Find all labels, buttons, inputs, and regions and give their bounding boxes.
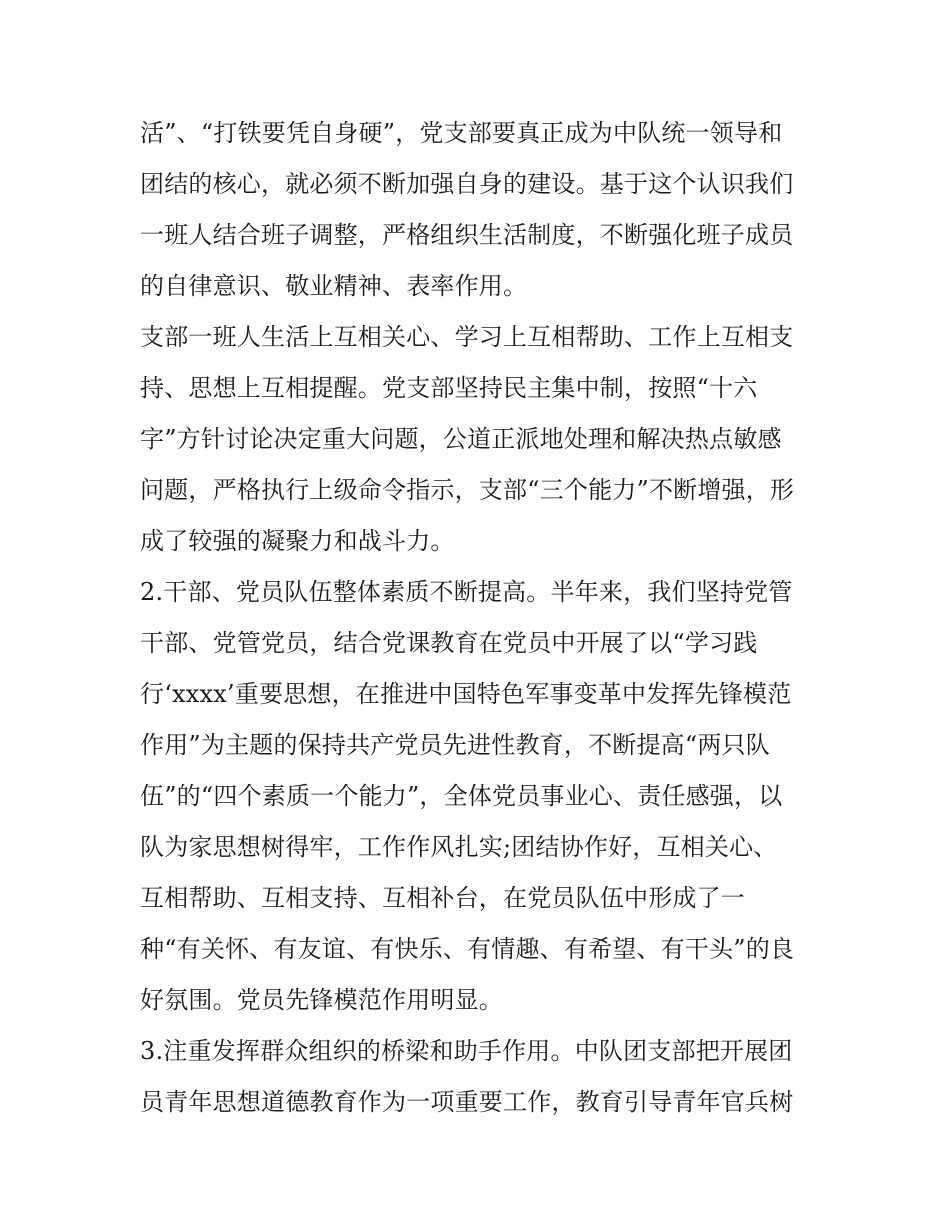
text-line: 作用”为主题的保持共产党员先进性教育，不断提高“两只队 — [140, 731, 770, 759]
text-line: 2.干部、党员队伍整体素质不断提高。半年来，我们坚持党管 — [140, 578, 793, 606]
text-line: 员青年思想道德教育作为一项重要工作，教育引导青年官兵树 — [140, 1088, 794, 1116]
text-line: 好氛围。党员先锋模范作用明显。 — [140, 986, 503, 1014]
text-line: 种“有关怀、有友谊、有快乐、有情趣、有希望、有干头”的良 — [140, 935, 795, 963]
text-line: 支部一班人生活上互相关心、学习上互相帮助、工作上互相支 — [140, 323, 794, 351]
text-line: 团结的核心，就必须不断加强自身的建设。基于这个认识我们 — [140, 170, 794, 198]
text-line: 持、思想上互相提醒。党支部坚持民主集中制，按照“十六 — [140, 374, 758, 402]
text-line: 成了较强的凝聚力和战斗力。 — [140, 527, 455, 555]
text-line: 互相帮助、互相支持、互相补台，在党员队伍中形成了一 — [140, 884, 745, 912]
text-line: 行‘xxxx’重要思想，在推进中国特色军事变革中发挥先锋模范 — [140, 680, 792, 708]
text-line: 字”方针讨论决定重大问题，公道正派地处理和解决热点敏感 — [140, 425, 782, 453]
text-line: 干部、党管党员，结合党课教育在党员中开展了以“学习践 — [140, 629, 758, 657]
body-text — [140, 108, 820, 1128]
text-line: 3.注重发挥群众组织的桥梁和助手作用。中队团支部把开展团 — [140, 1037, 793, 1065]
text-line: 一班人结合班子调整，严格组织生活制度，不断强化班子成员 — [140, 221, 794, 249]
text-line: 活”、“打铁要凭自身硬”，党支部要真正成为中队统一领导和 — [140, 119, 783, 147]
text-line: 队为家思想树得牢，工作作风扎实;团结协作好，互相关心、 — [140, 833, 778, 861]
text-line: 伍”的“四个素质一个能力”，全体党员事业心、责任感强，以 — [140, 782, 783, 810]
text-line: 的自律意识、敬业精神、表率作用。 — [140, 272, 528, 300]
text-line: 问题，严格执行上级命令指示，支部“三个能力”不断增强，形 — [140, 476, 795, 504]
